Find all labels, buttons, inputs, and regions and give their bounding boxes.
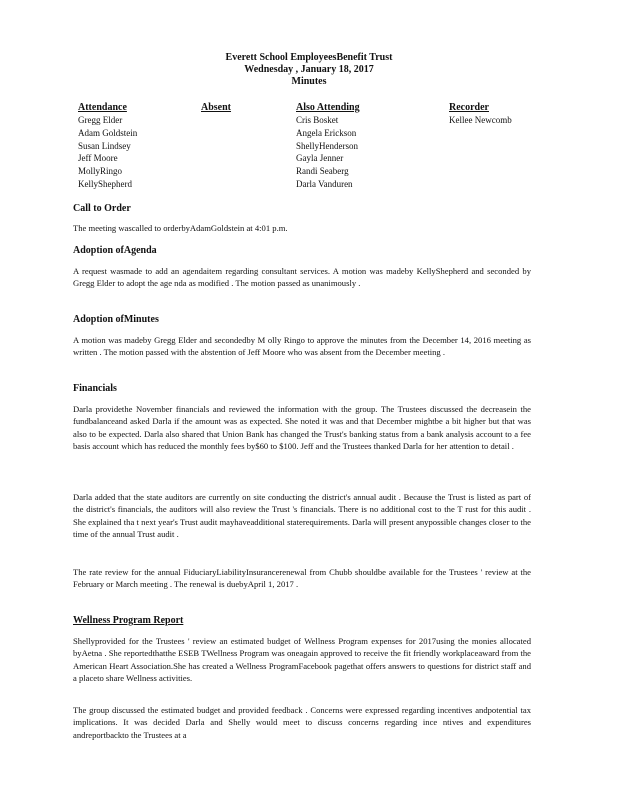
guest-name: Gayla Jenner bbox=[296, 153, 344, 164]
minutes-heading: Minutes bbox=[291, 76, 327, 87]
adoption-of-minutes-text: A motion was madeby Gregg Elder and secondedby M olly Ringo to approve the minutes from the December 14, 2016 meeting as written . The motion passed with the abstention of Jeff Moore who was absent from the December meeting . bbox=[73, 335, 531, 358]
attendee-name: Gregg Elder bbox=[78, 115, 123, 125]
attendance-column bbox=[78, 102, 137, 191]
attendee-name: Jeff Moore bbox=[78, 153, 118, 164]
financials-text: Darla added that the state auditors are currently on site conducting the district's annual audit . Because the Trust is listed as part of the district's financials, the auditors will also review the Trust 's financials. There is no additional cost to the T rust for this audit . She explained tha t next year's Trust audit mayhaveadditional staterequirements. Darla will present anypossible changes closer to the time of the annual Trust audit . bbox=[73, 492, 531, 540]
guest-name: Randi Seaberg bbox=[296, 166, 349, 177]
also-attending-heading: Also Attending bbox=[296, 102, 360, 113]
adoption-of-agenda-heading: Adoption ofAgenda bbox=[73, 245, 157, 256]
trust-name-heading: Everett School EmployeesBenefit Trust bbox=[225, 52, 393, 63]
guest-name: Angela Erickson bbox=[296, 127, 357, 138]
wellness-program-report-heading: Wellness Program Report bbox=[73, 615, 184, 626]
financials-text: Darla providethe November financials and reviewed the information with the group. The Trustees discussed the decreasein the fundbalanceand asked Darla if the amount was as expected. She noted it was and that December mightbe a bit higher but that was also to be expected. Darla also shared that Union Bank has changed the Trust's banking status from a bank analysis account to a fee basis account which has reduced the monthly fees by$60 to $100. Jeff and the Trustees thanked Darla for her attention to detail . bbox=[73, 404, 531, 452]
also-attending-column bbox=[296, 102, 360, 191]
guest-name: Cris Bosket bbox=[296, 115, 339, 125]
attendance-heading: Attendance bbox=[78, 102, 127, 113]
guest-name: ShellyHenderson bbox=[296, 140, 358, 151]
absent-heading: Absent bbox=[201, 102, 232, 113]
call-to-order-heading: Call to Order bbox=[73, 203, 131, 214]
financials-heading: Financials bbox=[73, 383, 117, 394]
guest-name: Darla Vanduren bbox=[296, 178, 353, 189]
attendee-name: Adam Goldstein bbox=[78, 127, 138, 138]
meeting-date-heading: Wednesday , January 18, 2017 bbox=[244, 64, 374, 75]
adoption-of-minutes-heading: Adoption ofMinutes bbox=[73, 314, 159, 325]
wellness-report-text: Shellyprovided for the Trustees ' review an estimated budget of Wellness Program expenses for 2017using the monies allocated byAetna . She reportedthatthe ESEB TWellness Program was oneagain approved to receive the fit friendly workplaceaward from the American Heart Association.She has created a Wellness ProgramFacebook pagethat offers answers to questions for district staff and a placeto share Wellness activities. bbox=[73, 636, 531, 684]
adoption-of-agenda-text: A request wasmade to add an agendaitem regarding consultant services. A motion was madeby KellyShepherd and seconded by Gregg Elder to adopt the age nda as modified . The motion passed as unanimously . bbox=[73, 266, 531, 289]
recorder-heading: Recorder bbox=[449, 102, 489, 113]
financials-text: The rate review for the annual FiduciaryLiabilityInsurancerenewal from Chubb shouldbe available for the Trustees ' review at the February or March meeting . The renewal is duebyApril 1, 2017 . bbox=[73, 567, 531, 590]
recorder-column bbox=[449, 102, 512, 127]
attendee-name: Susan Lindsey bbox=[78, 140, 131, 151]
absent-column bbox=[201, 102, 231, 114]
wellness-report-text: The group discussed the estimated budget and provided feedback . Concerns were expressed regarding incentives andpotential tax implications. It was decided Darla and Shelly would meet to discuss concerns regarding ince ntives and expenditures andreportbackto the Trustees at a bbox=[73, 705, 531, 740]
recorder-name: Kellee Newcomb bbox=[449, 115, 512, 125]
call-to-order-text: The meeting wascalled to orderbyAdamGoldstein at 4:01 p.m. bbox=[73, 223, 288, 233]
attendee-name: MollyRingo bbox=[78, 166, 123, 177]
attendee-name: KellyShepherd bbox=[78, 178, 132, 189]
